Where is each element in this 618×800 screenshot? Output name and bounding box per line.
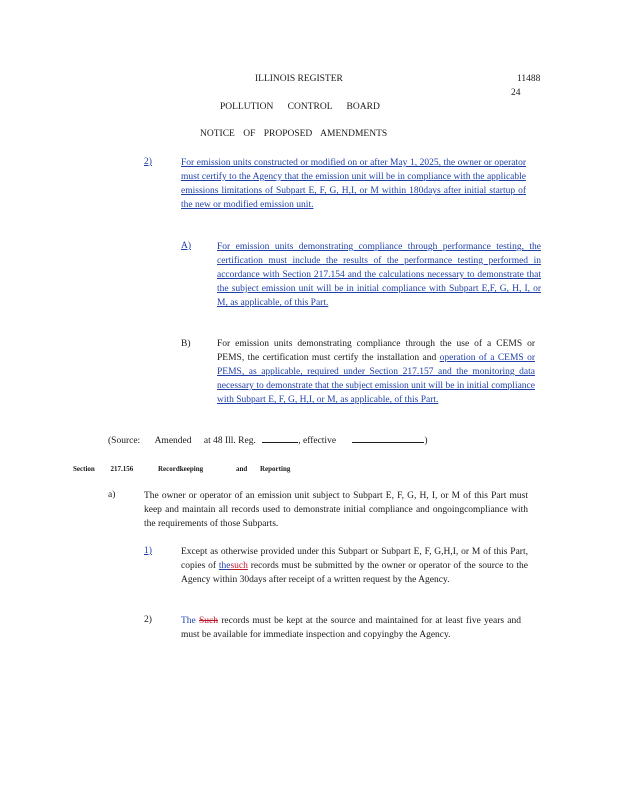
item-2a-text: For emission units demonstrating compliance through performance testing, the certification must include the results of the performance testing performed in accordance with Section 217.154 and the calculations necessary to demonstrate that the subject emission unit will be in initial compliance with Subpart E,F, G, H, I, or M, as applicable, of this Part. — [217, 242, 541, 308]
item-a1-text-after: records must be submitted by the owner or operator of the source to the Agency within 30days after receipt of a written request by the Agency. — [181, 561, 529, 585]
source-amended: Amended — [154, 436, 192, 446]
item-a2-label: 2) — [144, 615, 152, 625]
item-a1-label: 1) — [144, 546, 152, 556]
item-a1-text-before: Except as otherwise provided under this Subpart or Subpart E, F, G,H,I, or M of this Part, copies of — [181, 547, 528, 571]
item-a1-inserted: the — [218, 561, 231, 571]
notice-title: NOTICE OF PROPOSED AMENDMENTS — [200, 129, 388, 139]
source-close: ) — [424, 436, 428, 446]
source-prefix: (Source: — [108, 436, 141, 446]
effective-blank — [352, 433, 424, 443]
source-effective: , effective — [298, 436, 337, 446]
section-number: Section 217.156 — [73, 465, 134, 473]
item-a-label: a) — [108, 490, 116, 500]
item-a-text: The owner or operator of an emission unit subject to Subpart E, F, G, H, I, or M of this Part must keep and maintain all records used to demonstrate initial compliance and ongoingcompliance with the requirements of those Subparts. — [144, 491, 528, 529]
section-title-part2: Reporting — [260, 465, 291, 473]
item-a1-inserted-red: such — [230, 561, 248, 571]
item-a2-inserted: The — [181, 616, 196, 626]
section-title-and: and — [236, 465, 248, 473]
item-2-text: For emission units constructed or modified on or after May 1, 2025, the owner or operator must certify to the Agency that the emission unit will be in compliance with the applicable emissions limitations of Subpart E, F, G, H,I, or M within 180days after initial startup of the new or modified emission unit. — [181, 158, 526, 210]
source-line — [108, 433, 428, 446]
item-2a-label: A) — [181, 241, 192, 251]
board-title: POLLUTION CONTROL BOARD — [220, 102, 380, 112]
item-a2-text — [181, 614, 521, 642]
item-a2-deleted: Such — [199, 616, 218, 626]
item-2b-text-inserted: operation of a CEMS or PEMS, as applicable, required under Section 217.157 and the monitoring data necessary to demonstrate that the subject emission unit will be in initial compliance with Subpart E, F, G, H,I, or M, as applicable, of this Part. — [217, 353, 536, 405]
item-2b-text-plain: For emission units demonstrating compliance through the use of a CEMS or PEMS, the certification must certify the installation and — [217, 339, 535, 363]
item-a1-text — [181, 545, 528, 587]
item-2b-text — [217, 337, 535, 407]
issue-number: 24 — [511, 88, 521, 98]
source-reg: at 48 Ill. Reg. — [203, 436, 256, 446]
register-title: ILLINOIS REGISTER — [255, 74, 343, 84]
page-number: 11488 — [517, 74, 541, 84]
reg-blank — [262, 433, 298, 443]
item-2b-label: B) — [181, 339, 191, 349]
item-a2-text-body: records must be kept at the source and maintained for at least five years and must be available for immediate inspection and copyingby the Agency. — [181, 616, 522, 640]
item-2-label: 2) — [144, 157, 152, 167]
section-title-part1: Recordkeeping — [158, 465, 204, 473]
